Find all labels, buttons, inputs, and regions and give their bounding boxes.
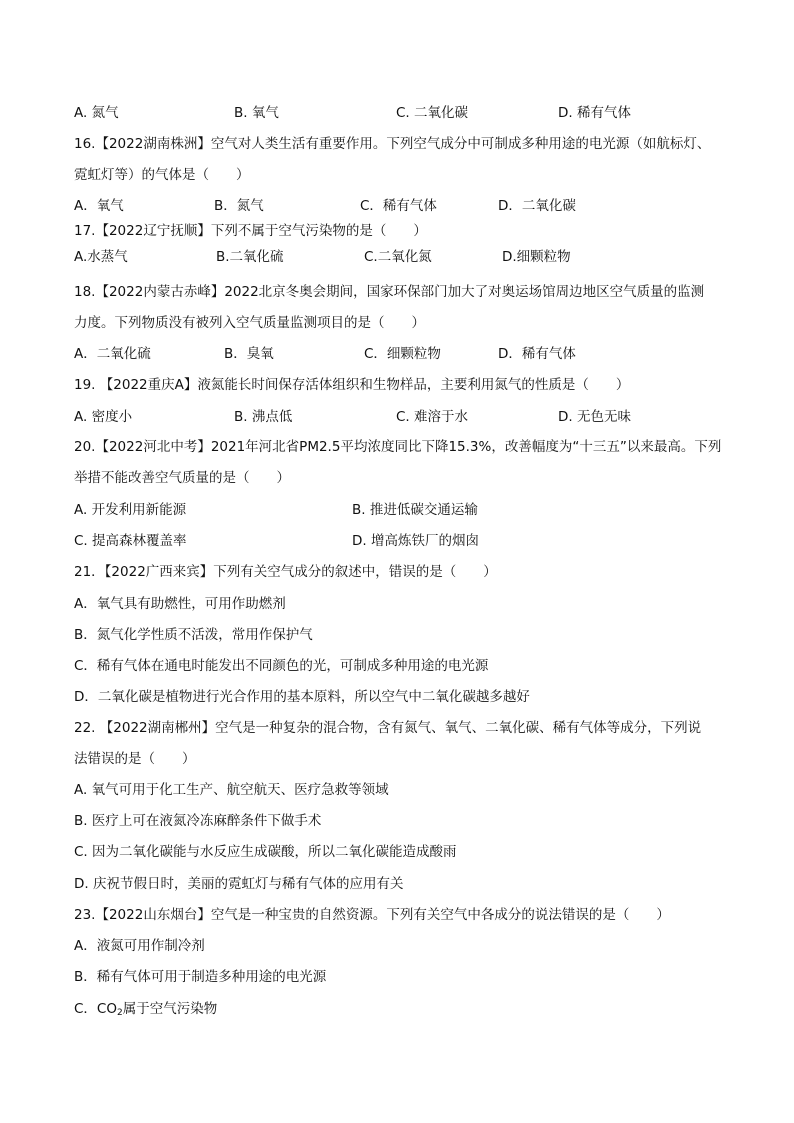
q19-option-d: D. 无色无味: [558, 409, 631, 425]
q18-option-c: C．细颗粒物: [364, 346, 441, 362]
q20-stem-line2: 举措不能改善空气质量的是（ ）: [74, 470, 290, 486]
q18-stem-line1: 18.【2022内蒙古赤峰】2022北京冬奥会期间，国家环保部门加大了对奥运场馆周边地区空气质量的监测: [74, 284, 705, 300]
q18-option-a: A．二氧化硫: [74, 346, 151, 362]
q21-option-a: A．氧气具有助燃性，可用作助燃剂: [74, 596, 286, 612]
q21-option-c: C．稀有气体在通电时能发出不同颜色的光，可制成多种用途的电光源: [74, 658, 489, 674]
q22-option-a: A. 氧气可用于化工生产、航空航天、医疗急救等领域: [74, 782, 389, 798]
q21-stem: 21．【2022广西来宾】下列有关空气成分的叙述中，错误的是（ ）: [74, 564, 497, 580]
q18-stem-line2: 力度。下列物质没有被列入空气质量监测项目的是（ ）: [74, 315, 425, 331]
q20-stem-line1: 20.【2022河北中考】2021年河北省PM2.5平均浓度同比下降15.3%，改善幅度为“十三五”以来最高。下列: [74, 439, 722, 455]
q20-option-d: D. 增高炼铁厂的烟囱: [352, 533, 479, 549]
q22-option-b: B. 医疗上可在液氮冷冻麻醉条件下做手术: [74, 813, 322, 829]
q22-option-c: C. 因为二氧化碳能与水反应生成碳酸，所以二氧化碳能造成酸雨: [74, 844, 457, 860]
q22-stem-line1: 22. 【2022湖南郴州】空气是一种复杂的混合物，含有氮气、氧气、二氧化碳、稀有气体等成分，下列说: [74, 720, 702, 736]
q21-option-d: D．二氧化碳是植物进行光合作用的基本原料，所以空气中二氧化碳越多越好: [74, 689, 530, 705]
q16-stem-line1: 16.【2022湖南株洲】空气对人类生活有重要作用。下列空气成分中可制成多种用途的电光源（如航标灯、: [74, 136, 711, 152]
q22-option-d: D. 庆祝节假日时，美丽的霓虹灯与稀有气体的应用有关: [74, 876, 404, 892]
q23-option-c-suffix: 属于空气污染物: [122, 1001, 218, 1017]
q15-option-a: A. 氮气: [74, 105, 119, 121]
q18-option-d: D．稀有气体: [498, 346, 576, 362]
q21-option-b: B．氮气化学性质不活泼，常用作保护气: [74, 627, 313, 643]
q17-option-c: C.二氧化氮: [364, 249, 432, 265]
q17-option-b: B.二氧化硫: [216, 249, 284, 265]
q16-option-d: D．二氧化碳: [498, 198, 576, 214]
q17-option-a: A.水蒸气: [74, 249, 128, 265]
q16-option-c: C．稀有气体: [360, 198, 437, 214]
q15-option-b: B. 氧气: [234, 105, 279, 121]
q20-option-b: B. 推进低碳交通运输: [352, 502, 478, 518]
q22-stem-line2: 法错误的是（ ）: [74, 751, 196, 767]
q20-option-a: A. 开发利用新能源: [74, 502, 187, 518]
q23-option-a: A．液氮可用作制冷剂: [74, 938, 205, 954]
q15-option-c: C. 二氧化碳: [396, 105, 469, 121]
q20-option-c: C. 提高森林覆盖率: [74, 533, 187, 549]
q15-option-d: D. 稀有气体: [558, 105, 631, 121]
q23-stem: 23.【2022山东烟台】空气是一种宝贵的自然资源。下列有关空气中各成分的说法错误的是（ ）: [74, 907, 670, 923]
q19-option-a: A. 密度小: [74, 409, 133, 425]
q16-option-a: A．氧气: [74, 198, 124, 214]
q18-option-b: B．臭氧: [224, 346, 274, 362]
q19-option-c: C. 难溶于水: [396, 409, 469, 425]
q19-stem: 19. 【2022重庆A】液氮能长时间保存活体组织和生物样品，主要利用氮气的性质是（ ）: [74, 377, 630, 393]
q16-stem-line2: 霓虹灯等）的气体是（ ）: [74, 167, 250, 183]
q19-option-b: B. 沸点低: [234, 409, 293, 425]
q23-option-c: [74, 1000, 217, 1022]
q23-option-c-prefix: C．CO: [74, 1001, 117, 1017]
q23-option-c-subscript: 2: [116, 1008, 123, 1018]
q16-option-b: B．氮气: [214, 198, 264, 214]
q23-option-b: B．稀有气体可用于制造多种用途的电光源: [74, 969, 327, 985]
q17-option-d: D.细颗粒物: [502, 249, 571, 265]
q17-stem: 17.【2022辽宁抚顺】下列不属于空气污染物的是（ ）: [74, 223, 427, 239]
